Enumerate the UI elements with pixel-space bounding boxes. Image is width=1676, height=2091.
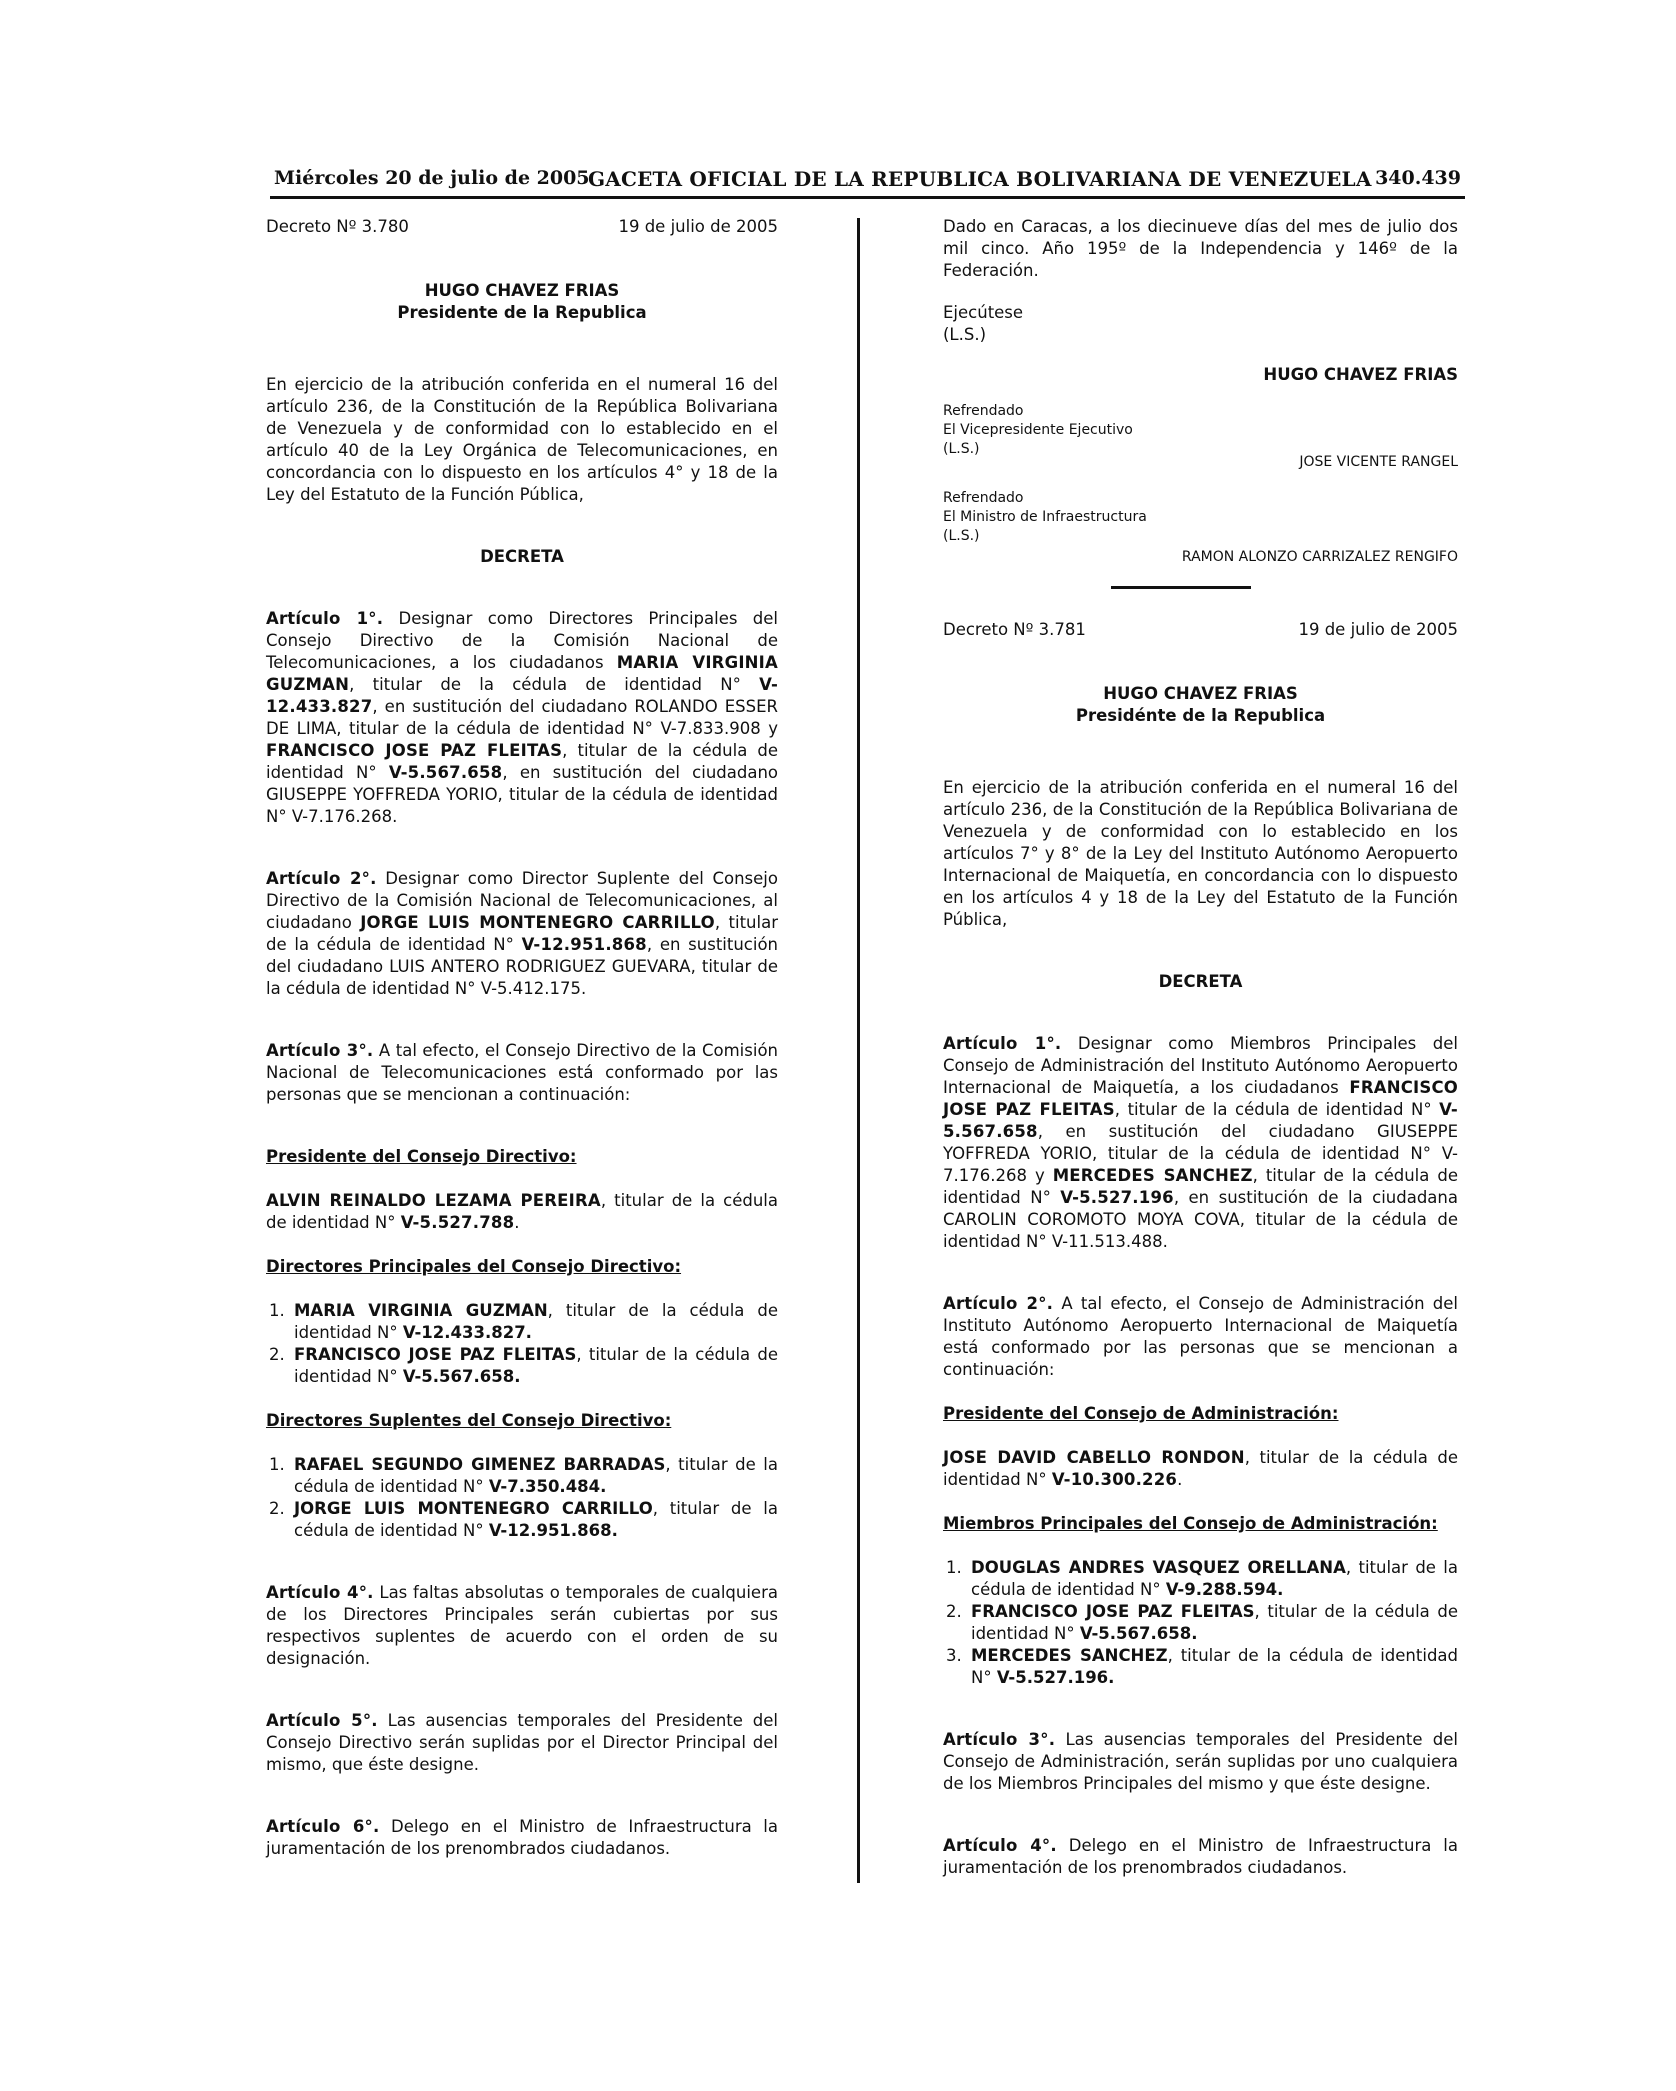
article-1: Artículo 1°. Designar como Miembros Principales del Consejo de Administración del Instituto Autónomo Aeropuerto Internacional de Maiquetía, a los ciudadanos FRANCISCO JOSE PAZ FLEITAS, titular de la cédula de identidad N° V-5.567.658, en sustitución del ciudadano GIUSEPPE YOFFREDA YORIO, titular de la cédula de identidad N° V-7.176.268 y MERCEDES SANCHEZ, titular de la cédula de identidad N° V-5.527.196, en sustitución de la ciudadana CAROLIN COROMOTO MOYA COVA, titular de la cédula de identidad N° V-11.513.488. <box>943 1034 1458 1251</box>
seal-mark: (L.S.) <box>943 325 987 344</box>
article-label: Artículo 4°. <box>266 1583 374 1602</box>
given-in-caracas: Dado en Caracas, a los diecinueve días del mes de julio dos mil cinco. Año 195º de la Independencia y 146º de la Federación. <box>943 217 1458 280</box>
article-label: Artículo 1°. <box>943 1034 1062 1053</box>
article-label: Artículo 6°. <box>266 1817 380 1836</box>
principal-members-list <box>943 1557 1458 1689</box>
list-item: 3. MERCEDES SANCHEZ, titular de la cédula de identidad N° V-5.527.196. <box>967 1645 1458 1689</box>
decree-number: Decreto Nº 3.781 <box>943 620 1086 639</box>
article-2: Artículo 2°. A tal efecto, el Consejo de Administración del Instituto Autónomo Aeropuerto Internacional de Maiquetía está conformado por las personas que se mencionan a continuación: <box>943 1294 1458 1379</box>
article-1: Artículo 1°. Designar como Directores Principales del Consejo Directivo de la Comisión Nacional de Telecomunicaciones, a los ciudadanos MARIA VIRGINIA GUZMAN, titular de la cédula de identidad N° V-12.433.827, en sustitución del ciudadano ROLANDO ESSER DE LIMA, titular de la cédula de identidad N° V-7.833.908 y FRANCISCO JOSE PAZ FLEITAS, titular de la cédula de identidad N° V-5.567.658, en sustitución del ciudadano GIUSEPPE YOFFREDA YORIO, titular de la cédula de identidad N° V-7.176.268. <box>266 609 778 826</box>
president-name: HUGO CHAVEZ FRIAS <box>1103 684 1298 703</box>
article-label: Artículo 3°. <box>943 1730 1056 1749</box>
article-label: Artículo 1°. <box>266 609 384 628</box>
president-title: Presidente de la Republica <box>397 303 647 322</box>
alternate-directors-heading: Directores Suplentes del Consejo Directivo: <box>266 1411 672 1430</box>
header-rule <box>270 196 1465 199</box>
article-label: Artículo 3°. <box>266 1041 374 1060</box>
refrendado-minister: Refrendado <box>943 490 1024 506</box>
decree-header <box>943 619 1458 643</box>
article-3: Artículo 3°. A tal efecto, el Consejo Directivo de la Comisión Nacional de Telecomunicaciones está conformado por las personas que se mencionan a continuación: <box>266 1041 778 1104</box>
minister-name: RAMON ALONZO CARRIZALEZ RENGIFO <box>1181 549 1458 565</box>
ejecutese: Ejecútese <box>943 303 1024 322</box>
alternate-directors-list <box>266 1454 778 1542</box>
left-column <box>266 216 778 1860</box>
header-date: Miércoles 20 de julio de 2005 <box>274 167 590 189</box>
header-title: GACETA OFICIAL DE LA REPUBLICA BOLIVARIANA DE VENEZUELA <box>588 167 1372 191</box>
header-page-number: 340.439 <box>1375 167 1461 189</box>
right-column <box>943 216 1458 1879</box>
president-council-heading: Presidente del Consejo Directivo: <box>266 1147 577 1166</box>
list-item: 2. FRANCISCO JOSE PAZ FLEITAS, titular de la cédula de identidad N° V-5.567.658. <box>967 1601 1458 1645</box>
list-item: 1. DOUGLAS ANDRES VASQUEZ ORELLANA, titular de la cédula de identidad N° V-9.288.594. <box>967 1557 1458 1601</box>
president-council-entry: ALVIN REINALDO LEZAMA PEREIRA, titular de la cédula de identidad N° V-5.527.788. <box>266 1191 779 1232</box>
article-label: Artículo 2°. <box>266 869 377 888</box>
vice-name: JOSE VICENTE RANGEL <box>1299 454 1458 470</box>
article-label: Artículo 4°. <box>943 1836 1057 1855</box>
decree-date: 19 de julio de 2005 <box>618 217 778 236</box>
decree-header <box>266 216 778 240</box>
minister-title: El Ministro de Infraestructura <box>943 509 1147 525</box>
article-2: Artículo 2°. Designar como Director Suplente del Consejo Directivo de la Comisión Nacional de Telecomunicaciones, al ciudadano JORGE LUIS MONTENEGRO CARRILLO, titular de la cédula de identidad N° V-12.951.868, en sustitución del ciudadano LUIS ANTERO RODRIGUEZ GUEVARA, titular de la cédula de identidad N° V-5.412.175. <box>266 869 779 998</box>
column-divider <box>857 218 860 1883</box>
decreta-heading: DECRETA <box>1158 972 1243 991</box>
article-6: Artículo 6°. Delego en el Ministro de Infraestructura la juramentación de los prenombrados ciudadanos. <box>266 1817 778 1858</box>
refrendado-vice: Refrendado <box>943 403 1024 419</box>
article-label: Artículo 2°. <box>943 1294 1054 1313</box>
article-3: Artículo 3°. Las ausencias temporales del Presidente del Consejo de Administración, serán suplidas por uno cualquiera de los Miembros Principales del mismo y que éste designe. <box>943 1730 1458 1793</box>
president-name: HUGO CHAVEZ FRIAS <box>424 281 620 300</box>
article-4: Artículo 4°. Delego en el Ministro de Infraestructura la juramentación de los prenombrados ciudadanos. <box>943 1836 1458 1877</box>
decreta-heading: DECRETA <box>480 547 564 566</box>
preamble: En ejercicio de la atribución conferida en el numeral 16 del artículo 236, de la Constitución de la República Bolivariana de Venezuela y de conformidad con lo establecido en el artículo 40 de la Ley Orgánica de Telecomunicaciones, en concordancia con lo dispuesto en los artículos 4° y 18 de la Ley del Estatuto de la Función Pública, <box>266 375 778 504</box>
president-admin-entry: JOSE DAVID CABELLO RONDON, titular de la cédula de identidad N° V-10.300.226. <box>943 1448 1458 1489</box>
separator-rule <box>1111 586 1251 589</box>
signature-president: HUGO CHAVEZ FRIAS <box>1263 365 1458 384</box>
seal-mark: (L.S.) <box>943 528 980 544</box>
article-label: Artículo 5°. <box>266 1711 378 1730</box>
list-item: 1. MARIA VIRGINIA GUZMAN, titular de la cédula de identidad N° V-12.433.827. <box>290 1300 778 1344</box>
list-item: 2. FRANCISCO JOSE PAZ FLEITAS, titular de la cédula de identidad N° V-5.567.658. <box>290 1344 778 1388</box>
seal-mark: (L.S.) <box>943 441 980 457</box>
decree-number: Decreto Nº 3.780 <box>266 217 409 236</box>
principal-directors-heading: Directores Principales del Consejo Directivo: <box>266 1257 682 1276</box>
president-title: Presidénte de la Republica <box>1075 706 1326 725</box>
vice-title: El Vicepresidente Ejecutivo <box>943 422 1133 438</box>
article-4: Artículo 4°. Las faltas absolutas o temporales de cualquiera de los Directores Principales serán cubiertas por sus respectivos suplentes de acuerdo con el orden de su designación. <box>266 1583 778 1668</box>
article-5: Artículo 5°. Las ausencias temporales del Presidente del Consejo Directivo serán suplidas por el Director Principal del mismo, que éste designe. <box>266 1711 778 1774</box>
decree-date: 19 de julio de 2005 <box>1298 620 1458 639</box>
principal-members-heading: Miembros Principales del Consejo de Administración: <box>943 1514 1438 1533</box>
president-admin-heading: Presidente del Consejo de Administración: <box>943 1404 1339 1423</box>
page-header <box>270 163 1465 197</box>
list-item: 1. RAFAEL SEGUNDO GIMENEZ BARRADAS, titular de la cédula de identidad N° V-7.350.484. <box>290 1454 778 1498</box>
principal-directors-list <box>266 1300 778 1388</box>
preamble: En ejercicio de la atribución conferida en el numeral 16 del artículo 236, de la Constitución de la República Bolivariana de Venezuela y de conformidad con lo establecido en los artículos 7° y 8° de la Ley del Instituto Autónomo Aeropuerto Internacional de Maiquetía, en concordancia con lo dispuesto en los artículos 4 y 18 de la Ley del Estatuto de la Función Pública, <box>943 778 1458 929</box>
list-item: 2. JORGE LUIS MONTENEGRO CARRILLO, titular de la cédula de identidad N° V-12.951.868. <box>290 1498 778 1542</box>
